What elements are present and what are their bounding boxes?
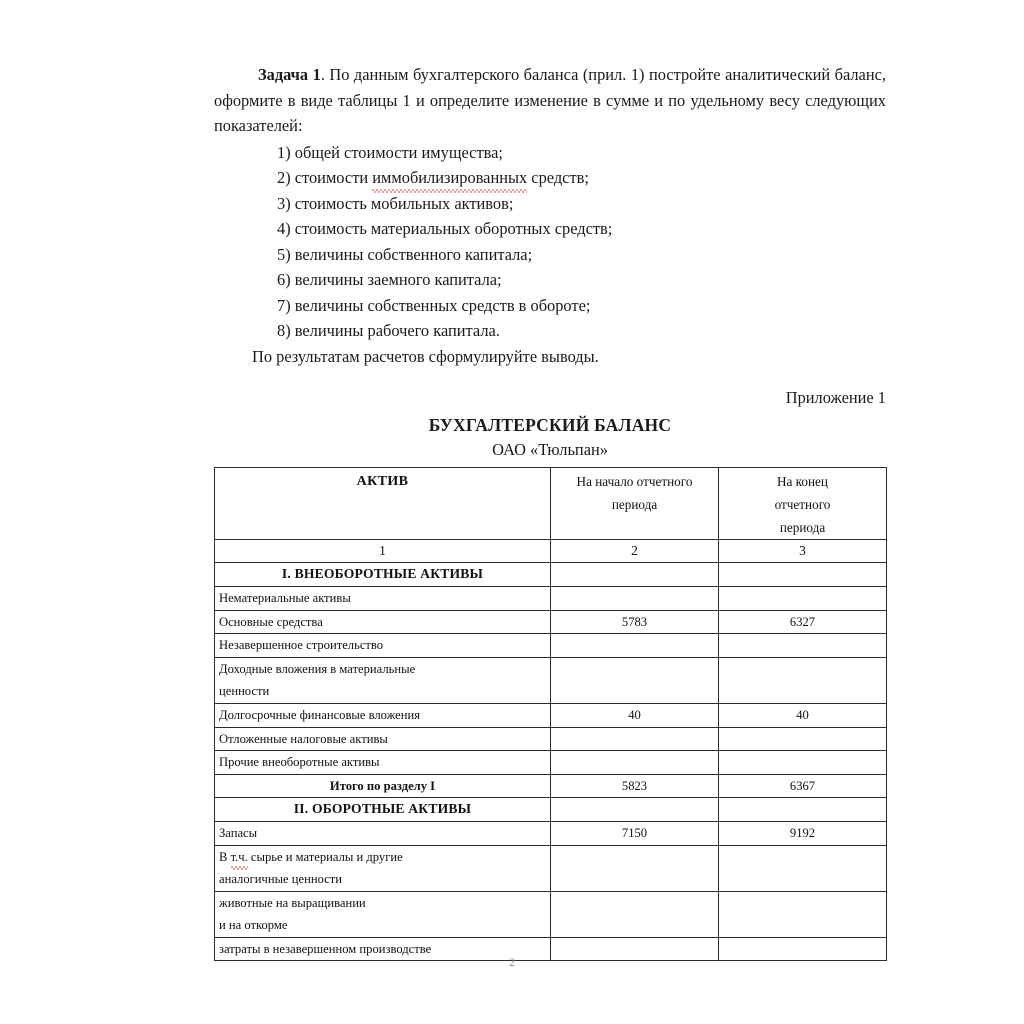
row-end-value — [719, 845, 887, 891]
row-start-value — [551, 563, 719, 587]
row-label-line: Доходные вложения в материальные — [219, 661, 416, 676]
row-end-value: 6327 — [719, 610, 887, 634]
row-end-value — [719, 586, 887, 610]
table-row — [215, 727, 887, 751]
column-number-row — [215, 540, 887, 563]
column-number: 3 — [719, 540, 887, 563]
row-end-value — [719, 727, 887, 751]
task-label: Задача 1 — [258, 65, 321, 84]
row-label-line: В т.ч. сырье и материалы и другие — [219, 846, 546, 869]
row-end-value — [719, 563, 887, 587]
table-row — [215, 657, 887, 703]
row-start-value — [551, 751, 719, 775]
row-start-value: 7150 — [551, 821, 719, 845]
header-start-period — [551, 468, 719, 540]
task-text: . По данным бухгалтерского баланса (прил. 1) постройте аналитический баланс, оформите в виде таблицы 1 и определите изменение в сумме и по удельному весу следующих показателей: — [214, 65, 886, 135]
table-row — [215, 751, 887, 775]
appendix-label: Приложение 1 — [785, 388, 886, 408]
table-row — [215, 774, 887, 798]
header-line: периода — [611, 497, 658, 513]
column-number: 2 — [551, 540, 719, 563]
list-item: 6) величины заемного капитала; — [277, 270, 502, 289]
closing-paragraph: По результатам расчетов сформулируйте выводы. — [252, 346, 599, 366]
header-line: На конец — [777, 474, 828, 490]
table-row — [215, 610, 887, 634]
table-row — [215, 563, 887, 587]
row-label — [215, 845, 551, 891]
list-item: 3) стоимость мобильных активов; — [277, 193, 514, 213]
row-start-value: 5823 — [551, 774, 719, 798]
page-content — [214, 62, 886, 961]
row-label-line: и на откорме — [219, 918, 288, 933]
row-label — [215, 657, 551, 703]
row-label-line: животные на выращивании — [219, 895, 366, 910]
row-start-value — [551, 727, 719, 751]
table-row — [215, 798, 887, 822]
balance-title: БУХГАЛТЕРСКИЙ БАЛАНС — [428, 415, 672, 436]
row-label — [215, 891, 551, 937]
row-start-value — [551, 634, 719, 658]
row-label: затраты в незавершенном производстве — [215, 937, 551, 961]
list-item: 1) общей стоимости имущества; — [277, 142, 503, 162]
header-end-period — [719, 468, 887, 540]
row-label: Основные средства — [215, 610, 551, 634]
table-row — [215, 586, 887, 610]
balance-sheet-table — [214, 467, 887, 961]
list-item: 8) величины рабочего капитала. — [277, 321, 500, 340]
row-start-value — [551, 657, 719, 703]
row-label: Долгосрочные финансовые вложения — [215, 703, 551, 727]
row-label: Нематериальные активы — [215, 586, 551, 610]
row-end-value — [719, 798, 887, 822]
row-start-value: 5783 — [551, 610, 719, 634]
row-end-value — [719, 751, 887, 775]
row-start-value: 40 — [551, 703, 719, 727]
list-item-suffix: средств; — [527, 168, 589, 187]
table-row — [215, 891, 887, 937]
row-label: I. ВНЕОБОРОТНЫЕ АКТИВЫ — [215, 563, 551, 587]
header-line: отчетного — [774, 497, 831, 513]
list-item: 7) величины собственных средств в обороте; — [277, 295, 591, 315]
row-end-value — [719, 891, 887, 937]
table-header-row — [215, 468, 887, 540]
list-item-prefix: 2) стоимости — [277, 168, 373, 187]
row-end-value — [719, 634, 887, 658]
row-end-value: 9192 — [719, 821, 887, 845]
row-label-line: аналогичные ценности — [219, 872, 343, 887]
row-end-value: 6367 — [719, 774, 887, 798]
table-row — [215, 845, 887, 891]
header-asset: АКТИВ — [215, 468, 551, 540]
requirements-list — [214, 140, 886, 344]
row-label-line: ценности — [219, 684, 270, 699]
misspelled-word: т.ч. — [231, 846, 248, 869]
row-start-value — [551, 891, 719, 937]
row-label: Отложенные налоговые активы — [215, 727, 551, 751]
page-number: 2 — [509, 955, 515, 969]
list-item — [214, 165, 886, 191]
row-label: Незавершенное строительство — [215, 634, 551, 658]
table-row — [215, 703, 887, 727]
row-end-value: 40 — [719, 703, 887, 727]
misspelled-word: иммобилизированных — [372, 165, 527, 191]
company-name: ОАО «Тюльпан» — [492, 440, 608, 460]
header-line: На начало отчетного — [576, 474, 693, 490]
list-item: 4) стоимость материальных оборотных средств; — [277, 219, 613, 238]
row-label: Прочие внеоборотные активы — [215, 751, 551, 775]
task-paragraph — [214, 62, 886, 139]
row-start-value — [551, 845, 719, 891]
column-number: 1 — [215, 540, 551, 563]
row-label: II. ОБОРОТНЫЕ АКТИВЫ — [215, 798, 551, 822]
list-item: 5) величины собственного капитала; — [277, 244, 533, 264]
table-row — [215, 821, 887, 845]
row-start-value — [551, 798, 719, 822]
row-start-value — [551, 586, 719, 610]
table-row — [215, 634, 887, 658]
row-label: Запасы — [215, 821, 551, 845]
row-end-value — [719, 657, 887, 703]
header-line: периода — [779, 520, 826, 536]
row-label: Итого по разделу I — [215, 774, 551, 798]
